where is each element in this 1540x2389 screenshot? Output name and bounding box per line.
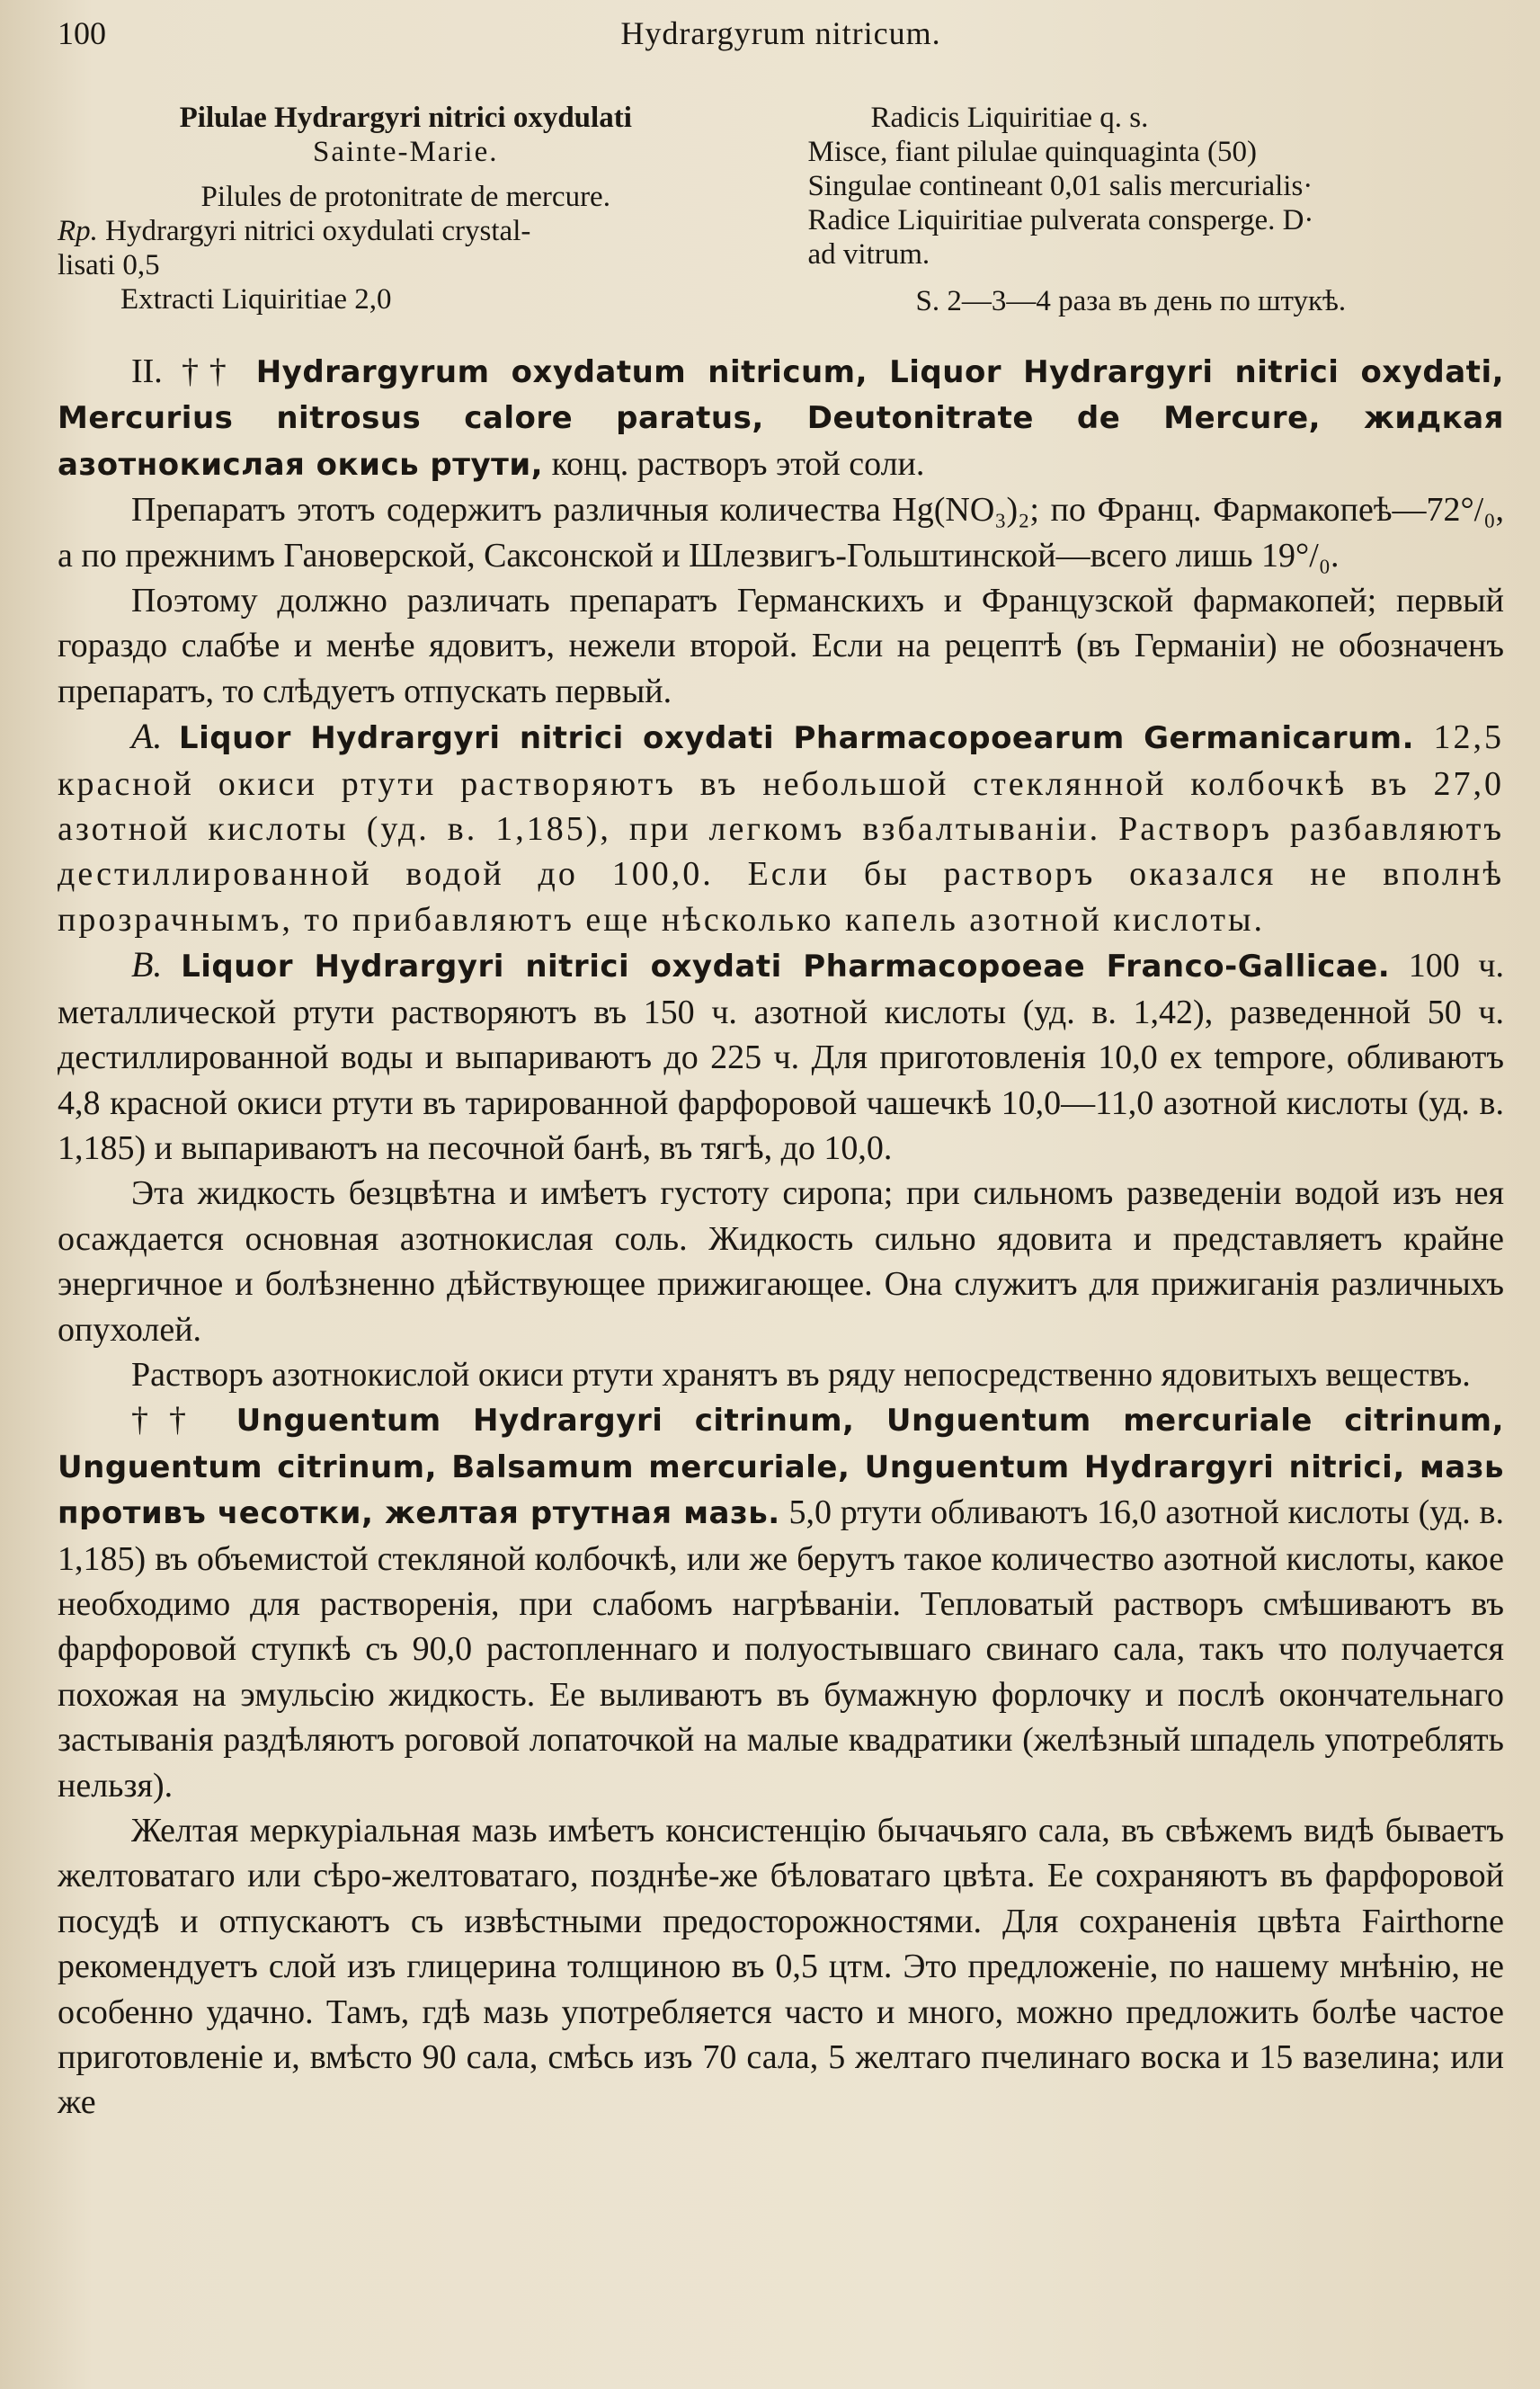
prescription-block xyxy=(58,101,1504,318)
unguentum-paragraph xyxy=(58,1397,1504,1808)
prescription-instruction: Radice Liquiritiae pulverata consperge. D· xyxy=(807,204,1314,236)
section-number: II. †† xyxy=(131,352,237,390)
prescription-title: Pilulae Hydrargyri nitrici oxydulati xyxy=(179,102,632,134)
running-head xyxy=(58,11,1504,67)
rx-label: Rp. xyxy=(58,215,98,247)
prescription-instruction: Singulae contineant 0,01 salis mercurialis· xyxy=(807,170,1313,202)
section-heading-tail: конц. растворъ этой соли. xyxy=(543,444,925,483)
prescription-ingredient-cont: lisati 0,5 xyxy=(58,249,160,281)
paragraph: Желтая меркуріальная мазь имѣетъ консистенцію бычачьяго сала, въ свѣжемъ видѣ бываетъ желтоватаго или сѣро-желтоватаго, позднѣе-же бѣловатаго цвѣта. Ее сохраняютъ въ фарфоровой посудѣ и отпускаютъ съ извѣстными предосторожностями. Для сохраненія цвѣта Fairthorne рекомендуетъ слой изъ глицерина толщиною въ 0,5 цтм. Это предложеніе, по нашему мнѣнію, не особенно удачно. Тамъ, гдѣ мазь употребляется часто и много, можно предложить болѣе частое приготовленіе и, вмѣсто 90 сала, смѣсь изъ 70 сала, 5 желтаго пчелинаго воска и 15 вазелина; или же xyxy=(58,1812,1504,2122)
prescription-ingredient: Extracti Liquiritiae 2,0 xyxy=(120,283,392,316)
item-text: 12,5 красной окиси ртути растворяютъ въ небольшой стеклянной колбочкѣ въ 27,0 азотной кислоты (уд. в. 1,185), при легкомъ взбалтываніи. Растворъ разбавляютъ дестиллированной водой до 100,0. Если бы растворъ оказался не вполнѣ прозрачнымъ, то прибавляютъ еще нѣсколько капель азотной кислоты. xyxy=(58,718,1505,939)
item-letter: B. xyxy=(131,944,163,985)
prescription-right-column xyxy=(808,101,1505,318)
page-number: 100 xyxy=(58,15,106,51)
rx-line-1: Hydrargyri nitrici oxydulati crystal- xyxy=(105,215,531,247)
prescription-ingredient: Radicis Liquiritiae q. s. xyxy=(870,102,1149,134)
item-a-paragraph xyxy=(58,714,1504,942)
main-text xyxy=(58,349,1504,2126)
prescription-title-author: Sainte-Marie. xyxy=(312,136,499,168)
item-heading: Liquor Hydrargyri nitrici oxydati Pharmacopoeae Franco-Gallicae. xyxy=(181,949,1391,985)
item-letter: A. xyxy=(131,716,163,757)
paragraph: Поэтому должно различать препаратъ Германскихъ и Французской фармакопей; первый гораздо слабѣе и менѣе ядовитъ, нежели второй. Если на рецептѣ (въ Германіи) не обозначенъ препаратъ, то слѣдуетъ отпускать первый. xyxy=(58,582,1504,710)
section-2-heading-paragraph xyxy=(58,349,1504,487)
item-heading: Unguentum Hydrargyri citrinum, Unguentum mercuriale citrinum, Unguentum citrinum, Balsamum mercuriale, Unguentum Hydrargyri nitrici, мазь противъ чесотки, желтая ртутная мазь. xyxy=(58,1403,1505,1532)
poison-mark: †† xyxy=(131,1401,208,1440)
section-heading: Hydrargyrum oxydatum nitricum, Liquor Hydrargyri nitrici oxydati, Mercurius nitrosus calore paratus, Deutonitrate de Mercure, жидкая азотнокислая окись ртути, xyxy=(58,354,1505,483)
paragraph: Эта жидкость безцвѣтна и имѣетъ густоту сиропа; при сильномъ разведеніи водой изъ нея осаждается основная азотнокислая соль. Жидкость сильно ядовита и представляетъ крайне энергичное и болѣзненно дѣйствующее прижигающее. Она служитъ для прижиганія различныхъ опухолей. xyxy=(58,1174,1504,1349)
paragraph: Препаратъ этотъ содержитъ различныя количества Hg(NO₃)₂; по Франц. Фармакопеѣ—72°/₀, а по прежнимъ Гановерской, Саксонской и Шлезвигъ-Гольштинской—всего лишь 19°/₀. xyxy=(58,491,1504,575)
paragraph: Растворъ азотнокислой окиси ртути хранятъ въ ряду непосредственно ядовитыхъ веществъ. xyxy=(131,1355,1471,1394)
prescription-subtitle: Pilules de protonitrate de mercure. xyxy=(200,181,610,213)
item-heading: Liquor Hydrargyri nitrici oxydati Pharmacopoearum Germanicarum. xyxy=(178,720,1415,757)
prescription-instruction: ad vitrum. xyxy=(807,238,930,271)
prescription-left-column xyxy=(58,101,754,318)
running-title: Hydrargyrum nitricum. xyxy=(620,15,941,51)
prescription-instruction: Misce, fiant pilulae quinquaginta (50) xyxy=(807,136,1257,168)
item-b-paragraph xyxy=(58,942,1504,1171)
prescription-signature: S. 2—3—4 раза въ день по штукѣ. xyxy=(915,285,1347,317)
item-text: 5,0 ртути обливаютъ 16,0 азотной кислоты (уд. в. 1,185) въ объемистой стекляной колбочкѣ, или же берутъ такое количество азотной кислоты, какое необходимо для растворенія, при слабомъ нагрѣваніи. Тепловатый растворъ смѣшиваютъ въ фарфоровой ступкѣ съ 90,0 растопленнаго и полуостывшаго свинаго сала, такъ что получается похожая на эмульсію жидкость. Ее выливаютъ въ бумажную форлочку и послѣ окончательнаго застыванія раздѣляютъ роговой лопаточкой на малые квадратики (желѣзный шпадель употреблять нельзя). xyxy=(58,1493,1504,1805)
item-text: 100 ч. металлической ртути растворяютъ въ 150 ч. азотной кислоты (уд. в. 1,42), разведенной 50 ч. дестиллированной воды и выпариваютъ до 225 ч. Для приготовленія 10,0 ex tempore, обливаютъ 4,8 красной окиси ртути въ тарированной фарфоровой чашечкѣ 10,0—11,0 азотной кислоты (уд. в. 1,185) и выпариваютъ на песочной банѣ, въ тягѣ, до 10,0. xyxy=(58,947,1504,1167)
prescription-ingredient xyxy=(58,214,754,248)
